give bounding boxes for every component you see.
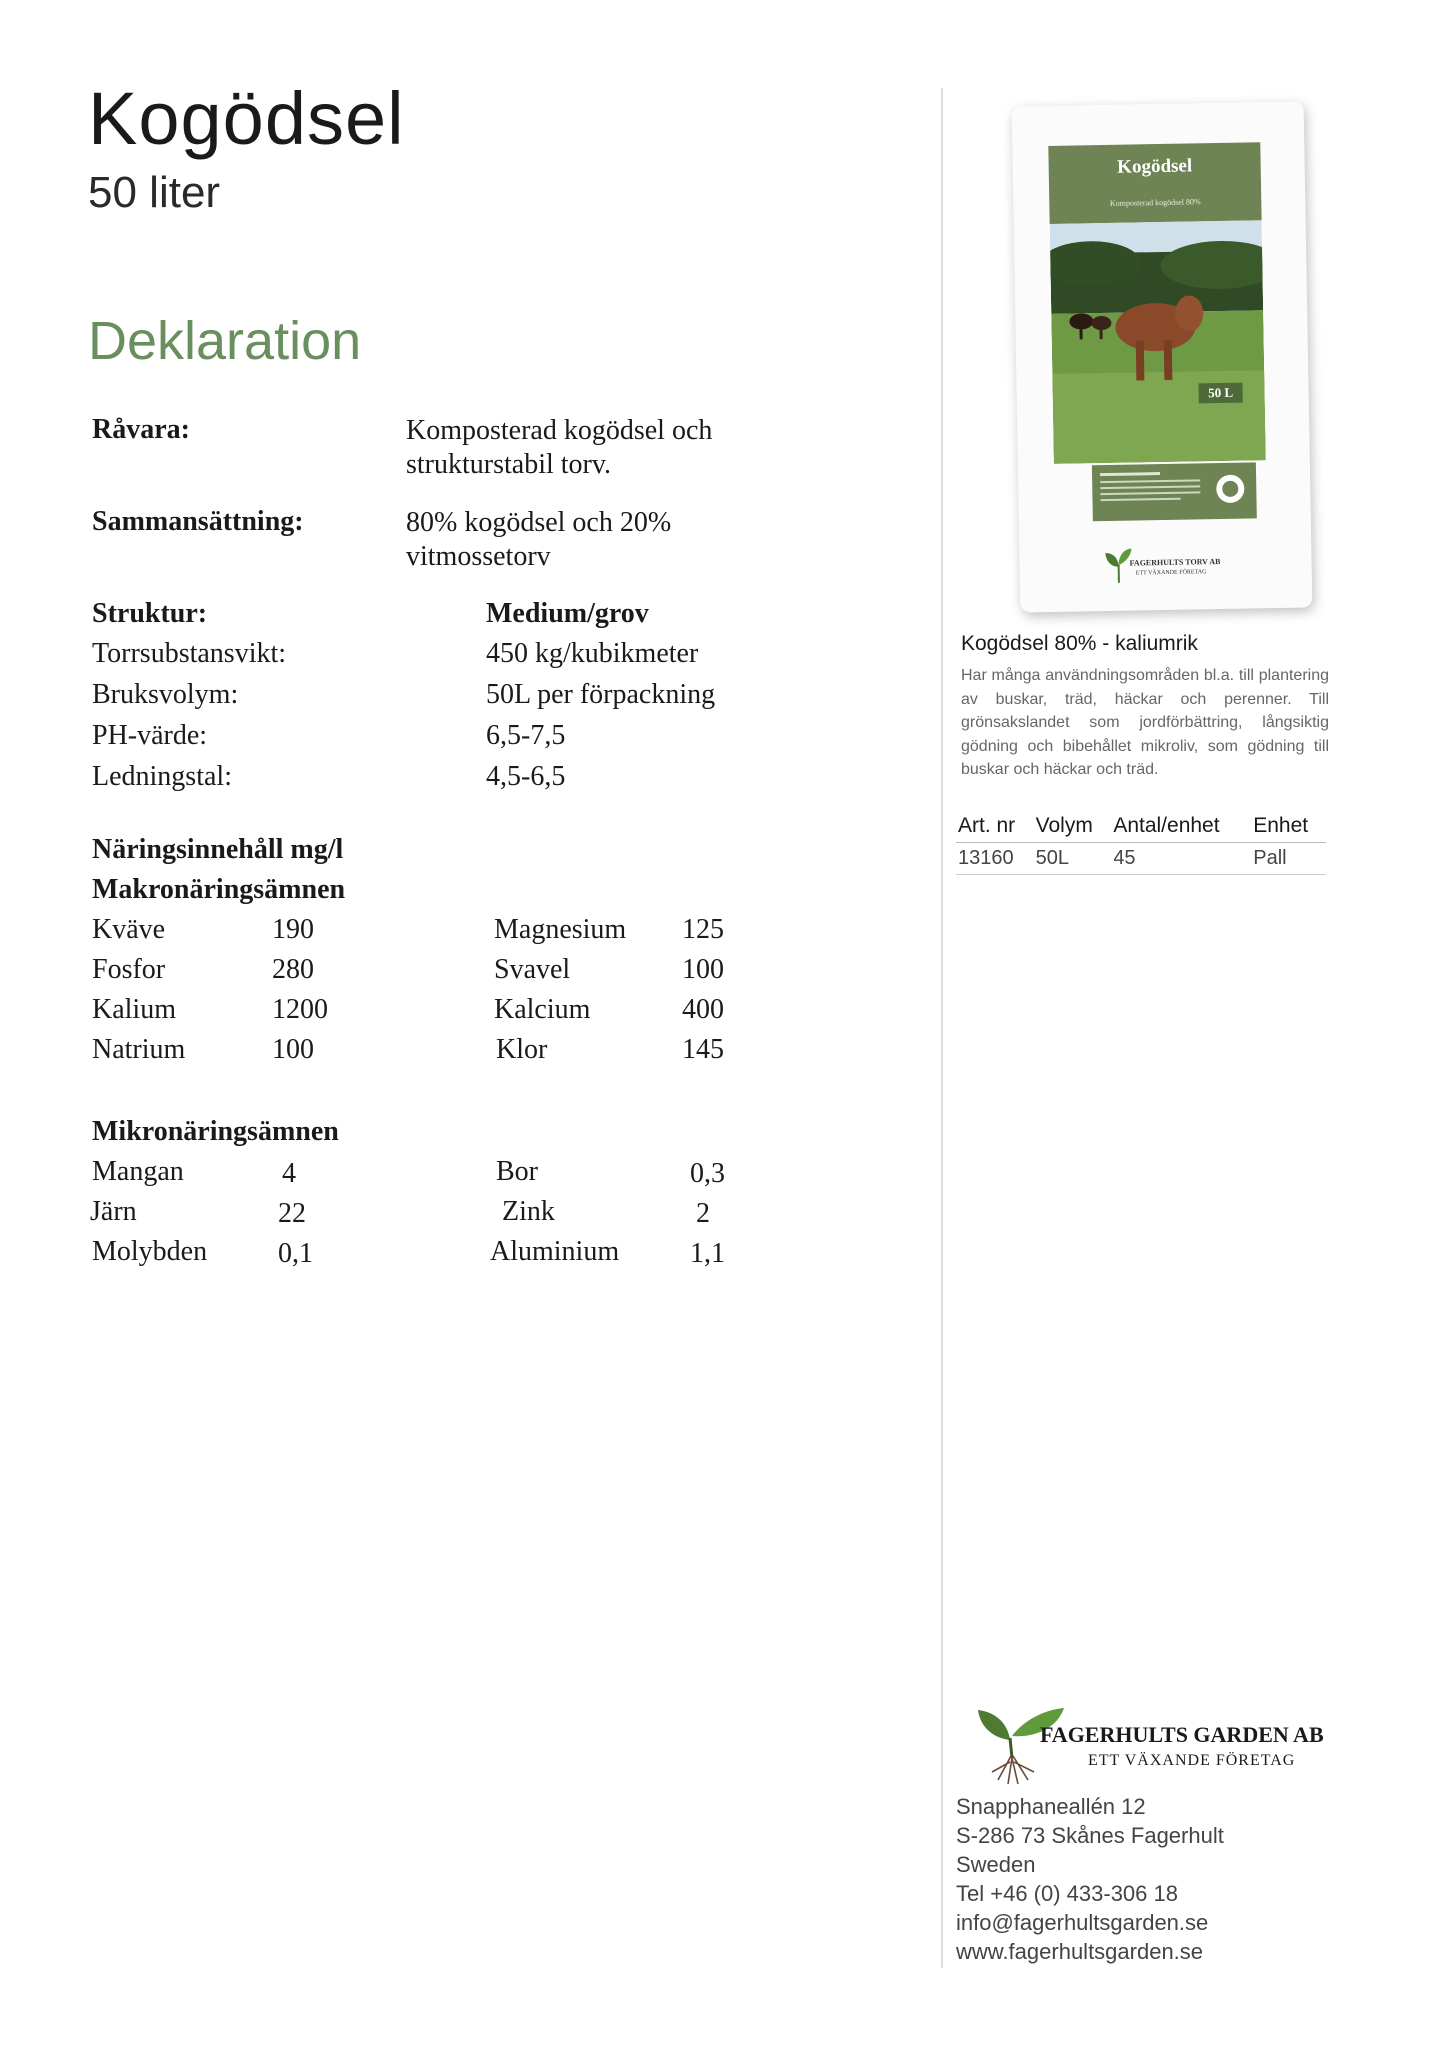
struktur-label: Struktur: (92, 598, 208, 629)
product-description: Har många användningsområden bl.a. till plantering av buskar, träd, häckar och perenner. Till grönsakslandet som jordförbättring, långsiktig gödning och bibehållet mikroliv, som gödning till buskar och häckar och träd. (961, 667, 1329, 778)
table-cell: 45 (1111, 843, 1251, 875)
table-cell: 50L (1034, 843, 1112, 875)
micro-heading: Mikronäringsämnen (92, 1116, 339, 1147)
bag-brand: FAGERHULTS TORV AB (1129, 557, 1221, 568)
table-header: Volym (1034, 810, 1112, 843)
macro-name: Kväve (92, 914, 166, 945)
micro-value: 22 (278, 1198, 306, 1229)
macro-value: 400 (682, 994, 724, 1025)
bag-subtitle: Komposterad kogödsel 80% (1109, 197, 1201, 208)
bag-brand-tagline: ETT VÄXANDE FÖRETAG (1135, 569, 1207, 577)
section-title: Deklaration (88, 311, 362, 371)
sammansattning-label: Sammansättning: (92, 506, 304, 537)
macro-name: Natrium (92, 1034, 186, 1065)
address-street: Snapphaneallén 12 (956, 1794, 1146, 1819)
email-link[interactable]: info@fagerhultsgarden.se (956, 1910, 1209, 1935)
article-table (956, 810, 1326, 875)
table-header: Antal/enhet (1111, 810, 1251, 843)
page-subtitle: 50 liter (88, 168, 221, 217)
phone-number: Tel +46 (0) 433-306 18 (956, 1881, 1178, 1906)
micro-value: 0,3 (690, 1158, 725, 1189)
micro-value: 4 (282, 1158, 296, 1189)
macro-value: 1200 (272, 994, 328, 1025)
website-link[interactable]: www.fagerhultsgarden.se (956, 1939, 1204, 1964)
bag-size-badge: 50 L (1198, 383, 1242, 404)
macro-heading: Makronäringsämnen (92, 874, 346, 905)
bag-title: Kogödsel (1117, 155, 1193, 178)
column-divider (941, 88, 943, 1968)
macro-name: Klor (496, 1034, 548, 1065)
table-header-row (956, 810, 1326, 843)
ravara-line-2: strukturstabil torv. (406, 449, 612, 480)
structure-row-value: 450 kg/kubikmeter (486, 638, 699, 669)
macro-name: Fosfor (92, 954, 166, 985)
structure-row-label: Ledningstal: (92, 761, 232, 792)
product-bag-image (1012, 101, 1313, 612)
micro-name: Molybden (92, 1236, 208, 1267)
structure-row-value: 50L per förpackning (486, 679, 716, 710)
address-city: S-286 73 Skånes Fagerhult (956, 1823, 1224, 1848)
bag-label-band (1048, 142, 1261, 224)
micro-name: Järn (90, 1196, 137, 1227)
macro-name: Kalcium (494, 994, 591, 1025)
ravara-label: Råvara: (92, 414, 190, 445)
structure-row-value: 6,5-7,5 (486, 720, 566, 751)
table-cell: Pall (1251, 843, 1326, 875)
bag-info-band (1092, 462, 1257, 521)
micro-name: Zink (502, 1196, 555, 1227)
macro-value: 145 (682, 1034, 724, 1065)
micro-name: Bor (496, 1156, 538, 1187)
micro-value: 0,1 (278, 1238, 313, 1269)
structure-row-label: PH-värde: (92, 720, 208, 751)
table-header: Art. nr (956, 810, 1034, 843)
macro-value: 100 (272, 1034, 314, 1065)
structure-row-label: Torrsubstansvikt: (92, 638, 287, 669)
ravara-line-1: Komposterad kogödsel och (406, 415, 713, 446)
address-country: Sweden (956, 1852, 1036, 1877)
nutrients-heading: Näringsinnehåll mg/l (92, 834, 344, 865)
page-title: Kogödsel (88, 77, 405, 160)
micro-value: 2 (696, 1198, 710, 1229)
structure-row-value: 4,5-6,5 (486, 761, 566, 792)
macro-value: 280 (272, 954, 314, 985)
cow-photo (1050, 220, 1266, 464)
company-tagline: ETT VÄXANDE FÖRETAG (1088, 1752, 1296, 1769)
micro-name: Aluminium (490, 1236, 620, 1267)
macro-name: Svavel (494, 954, 571, 985)
sammansattning-line-2: vitmossetorv (406, 541, 551, 572)
sammansattning-line-1: 80% kogödsel och 20% (406, 507, 672, 538)
structure-row-label: Bruksvolym: (92, 679, 239, 710)
micro-value: 1,1 (690, 1238, 725, 1269)
table-cell: 13160 (956, 843, 1034, 875)
macro-name: Magnesium (494, 914, 627, 945)
struktur-value: Medium/grov (486, 598, 649, 629)
company-name: FAGERHULTS GARDEN AB (1040, 1722, 1324, 1747)
table-row (956, 843, 1326, 875)
table-header: Enhet (1251, 810, 1326, 843)
product-heading: Kogödsel 80% - kaliumrik (961, 632, 1198, 655)
micro-name: Mangan (92, 1156, 184, 1187)
macro-value: 125 (682, 914, 724, 945)
macro-value: 190 (272, 914, 314, 945)
macro-name: Kalium (92, 994, 176, 1025)
macro-value: 100 (682, 954, 724, 985)
